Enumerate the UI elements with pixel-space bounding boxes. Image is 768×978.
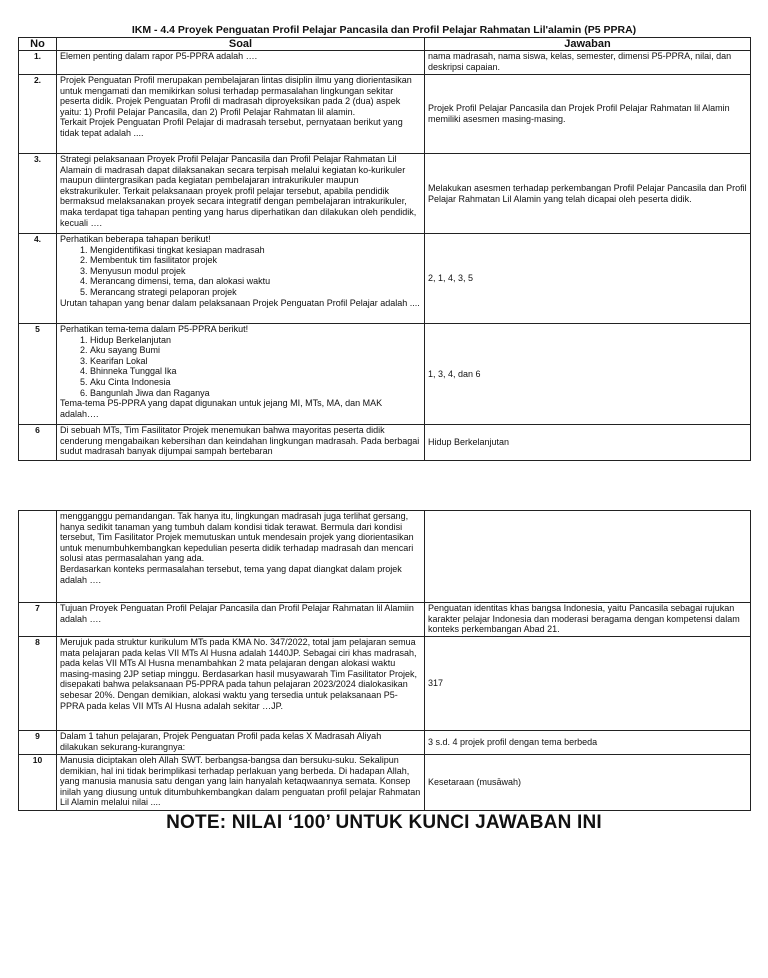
question-text: Dalam 1 tahun pelajaran, Projek Penguatan Profil pada kelas X Madrasah Aliyah dilakukan sekurang-kurangnya: xyxy=(57,731,425,755)
question-prompt: Urutan tahapan yang benar dalam pelaksanaan Projek Penguatan Profil Pelajar adalah .... xyxy=(60,297,420,308)
question-cell xyxy=(57,324,425,425)
list-item: 4. Merancang dimensi, tema, dan alokasi waktu xyxy=(90,276,421,287)
answer-key-table-page-2 xyxy=(18,510,751,811)
table-row xyxy=(19,51,751,75)
header-no: No xyxy=(19,38,57,51)
list-item: 5. Aku Cinta Indonesia xyxy=(90,377,421,388)
question-cell xyxy=(57,511,425,603)
question-cell xyxy=(57,234,425,324)
question-text: Strategi pelaksanaan Proyek Profil Pelajar Pancasila dan Profil Pelajar Rahmatan Lil Alamain di madrasah dapat dilaksanakan secara terpisah melalui kegiatan ko-kurikuler maupun diintergrasikan pada kegiatan pembelajaran intrakurikuler maupun ekstrakurikuler. Terkait pelaksanaan proyek profil pelajar tersebut, apabila pendidik bermaksud melaksanakan proyek secara integratif dengan pembelajaran intrakurikuler, maka terdapat tiga tahapan penting yang harus diperhatikan dan dilakukan oleh pendidik, kecuali …. xyxy=(57,154,425,234)
answer-key-table-page-1 xyxy=(18,37,751,461)
question-prompt: Berdasarkan konteks permasalahan tersebut, tema yang dapat diangkat dalam projek adalah …. xyxy=(60,563,402,585)
list-item: 4. Bhinneka Tunggal Ika xyxy=(90,366,421,377)
question-text: Perhatikan tema-tema dalam P5-PPRA berikut! xyxy=(60,324,249,334)
row-number: 3. xyxy=(19,154,57,234)
question-text: mengganggu pemandangan. Tak hanya itu, lingkungan madrasah juga terlihat gersang, hanya sedikit tanaman yang tumbuh dalam kondisi tidak terawat. Bermula dari kondisi tersebut, Tim Fasilitator Projek memutuskan untuk mendesain projek yang diorientasikan untuk menumbuhkembangkan kepedulian peserta didik terhadap madrasah dan mencari solusi atas permasalahan yang ada. xyxy=(60,511,414,564)
row-number: 2. xyxy=(19,75,57,154)
row-number: 8 xyxy=(19,637,57,731)
document-title: IKM - 4.4 Proyek Penguatan Profil Pelajar Pancasila dan Profil Pelajar Rahmatan Lil'alamin (P5 PPRA) xyxy=(131,24,637,36)
list-item: 6. Bangunlah Jiwa dan Raganya xyxy=(90,388,421,399)
header-jawaban: Jawaban xyxy=(425,38,751,51)
answer-text: 317 xyxy=(425,637,751,731)
question-prompt: Tema-tema P5-PPRA yang dapat digunakan untuk jejang MI, MTs, MA, dan MAK adalah…. xyxy=(60,398,383,419)
answer-text: Projek Profil Pelajar Pancasila dan Projek Profil Pelajar Rahmatan lil Alamin memiliki asesmen masing-masing. xyxy=(425,75,751,154)
list-item: 3. Kearifan Lokal xyxy=(90,356,421,367)
themes-list xyxy=(60,335,421,399)
question-text: Merujuk pada struktur kurikulum MTs pada KMA No. 347/2022, total jam pelajaran semua mata pelajaran pada kelas VII MTs Al Husna adalah 1440JP. Sebagai ciri khas madrasah, pada kelas VII MTs Al Husna menambahkan 2 mata pelajaran dengan alokasi waktu masing-masing 2JP setiap minggu. Berdasarkan hasil musyawarah Tim Fasilitator Projek, disepakati bahwa pelaksanaan P5-PPRA pada tahun pelajaran 2023/2024 dialokasikan sebesar 20%. Dengan demikian, alokasi waktu yang tersedia untuk pelaksanaan P5-PPRA pada kelas VII MTs Al Husna adalah sekitar …JP. xyxy=(57,637,425,731)
table-row xyxy=(19,731,751,755)
row-number: 4. xyxy=(19,234,57,324)
question-text: Projek Penguatan Profil merupakan pembelajaran lintas disiplin ilmu yang diorientasikan untuk mengamati dan memikirkan solusi terhadap permasalahan lingkungan sekitar peserta didik. Projek Penguatan Profil di madrasah diproyeksikan pada 2 (dua) aspek yaitu: 1) Profil Pelajar Pancasila, dan 2) Profil Pelajar Rahmatan lil alamin. xyxy=(60,75,412,117)
answer-text: Kesetaraan (musāwah) xyxy=(425,755,751,811)
row-number: 9 xyxy=(19,731,57,755)
table-header-row xyxy=(19,38,751,51)
answer-text: 2, 1, 4, 3, 5 xyxy=(425,234,751,324)
answer-text: Hidup Berkelanjutan xyxy=(425,425,751,461)
list-item: 2. Membentuk tim fasilitator projek xyxy=(90,255,421,266)
list-item: 5. Merancang strategi pelaporan projek xyxy=(90,287,421,298)
list-item: 2. Aku sayang Bumi xyxy=(90,345,421,356)
row-number xyxy=(19,511,57,603)
answer-text: 3 s.d. 4 projek profil dengan tema berbeda xyxy=(425,731,751,755)
table-row xyxy=(19,75,751,154)
question-text: Elemen penting dalam rapor P5-PPRA adalah …. xyxy=(57,51,425,75)
table-row xyxy=(19,603,751,637)
list-item: 1. Mengidentifikasi tingkat kesiapan madrasah xyxy=(90,245,421,256)
answer-text: Penguatan identitas khas bangsa Indonesia, yaitu Pancasila sebagai rujukan karakter pelajar Indonesia dan moderasi beragama dengan kompetensi dalam konteks perkembangan Abad 21. xyxy=(425,603,751,637)
note-banner: NOTE: NILAI ‘100’ UNTUK KUNCI JAWABAN INI xyxy=(166,812,602,833)
row-number: 7 xyxy=(19,603,57,637)
question-text: Manusia diciptakan oleh Allah SWT. berbangsa-bangsa dan bersuku-suku. Sekalipun demikian, hal ini tidak berimplikasi terhadap perlakuan yang berbeda. Di hadapan Allah, yang manusia manusia satu dengan yang lain hanyalah ketaqwaannya semata. Konsep inilah yang diusung untuk ditumbuhkembangkan dalam penguatan profil pelajar Rahmatan Lil Alamin melalui nilai .... xyxy=(57,755,425,811)
row-number: 6 xyxy=(19,425,57,461)
header-soal: Soal xyxy=(57,38,425,51)
answer-text: 1, 3, 4, dan 6 xyxy=(425,324,751,425)
answer-text xyxy=(425,511,751,603)
row-number: 1. xyxy=(19,51,57,75)
question-text: Perhatikan beberapa tahapan berikut! xyxy=(60,234,211,244)
table-row xyxy=(19,511,751,603)
table-row xyxy=(19,637,751,731)
answer-text: Melakukan asesmen terhadap perkembangan Profil Pelajar Pancasila dan Profil Pelajar Rahmatan Lil Alamin yang telah dicapai oleh peserta didik. xyxy=(425,154,751,234)
list-item: 1. Hidup Berkelanjutan xyxy=(90,335,421,346)
table-row xyxy=(19,154,751,234)
row-number: 10 xyxy=(19,755,57,811)
question-cell xyxy=(57,75,425,154)
row-number: 5 xyxy=(19,324,57,425)
question-prompt: Terkait Projek Penguatan Profil Pelajar di madrasah tersebut, pernyataan berikut yang tidak tepat adalah .... xyxy=(60,117,403,138)
table-row xyxy=(19,755,751,811)
steps-list xyxy=(60,245,421,298)
list-item: 3. Menyusun modul projek xyxy=(90,266,421,277)
question-text: Tujuan Proyek Penguatan Profil Pelajar Pancasila dan Profil Pelajar Rahmatan lil Alamiin adalah …. xyxy=(57,603,425,637)
question-text: Di sebuah MTs, Tim Fasilitator Projek menemukan bahwa mayoritas peserta didik cenderung mengabaikan kebersihan dan keindahan lingkungan madrasah. Pada berbagai sudut madrasah banyak dijumpai sampah bertebaran xyxy=(57,425,425,461)
table-row xyxy=(19,234,751,324)
table-row xyxy=(19,425,751,461)
answer-text: nama madrasah, nama siswa, kelas, semester, dimensi P5-PPRA, nilai, dan deskripsi capaian. xyxy=(425,51,751,75)
table-row xyxy=(19,324,751,425)
